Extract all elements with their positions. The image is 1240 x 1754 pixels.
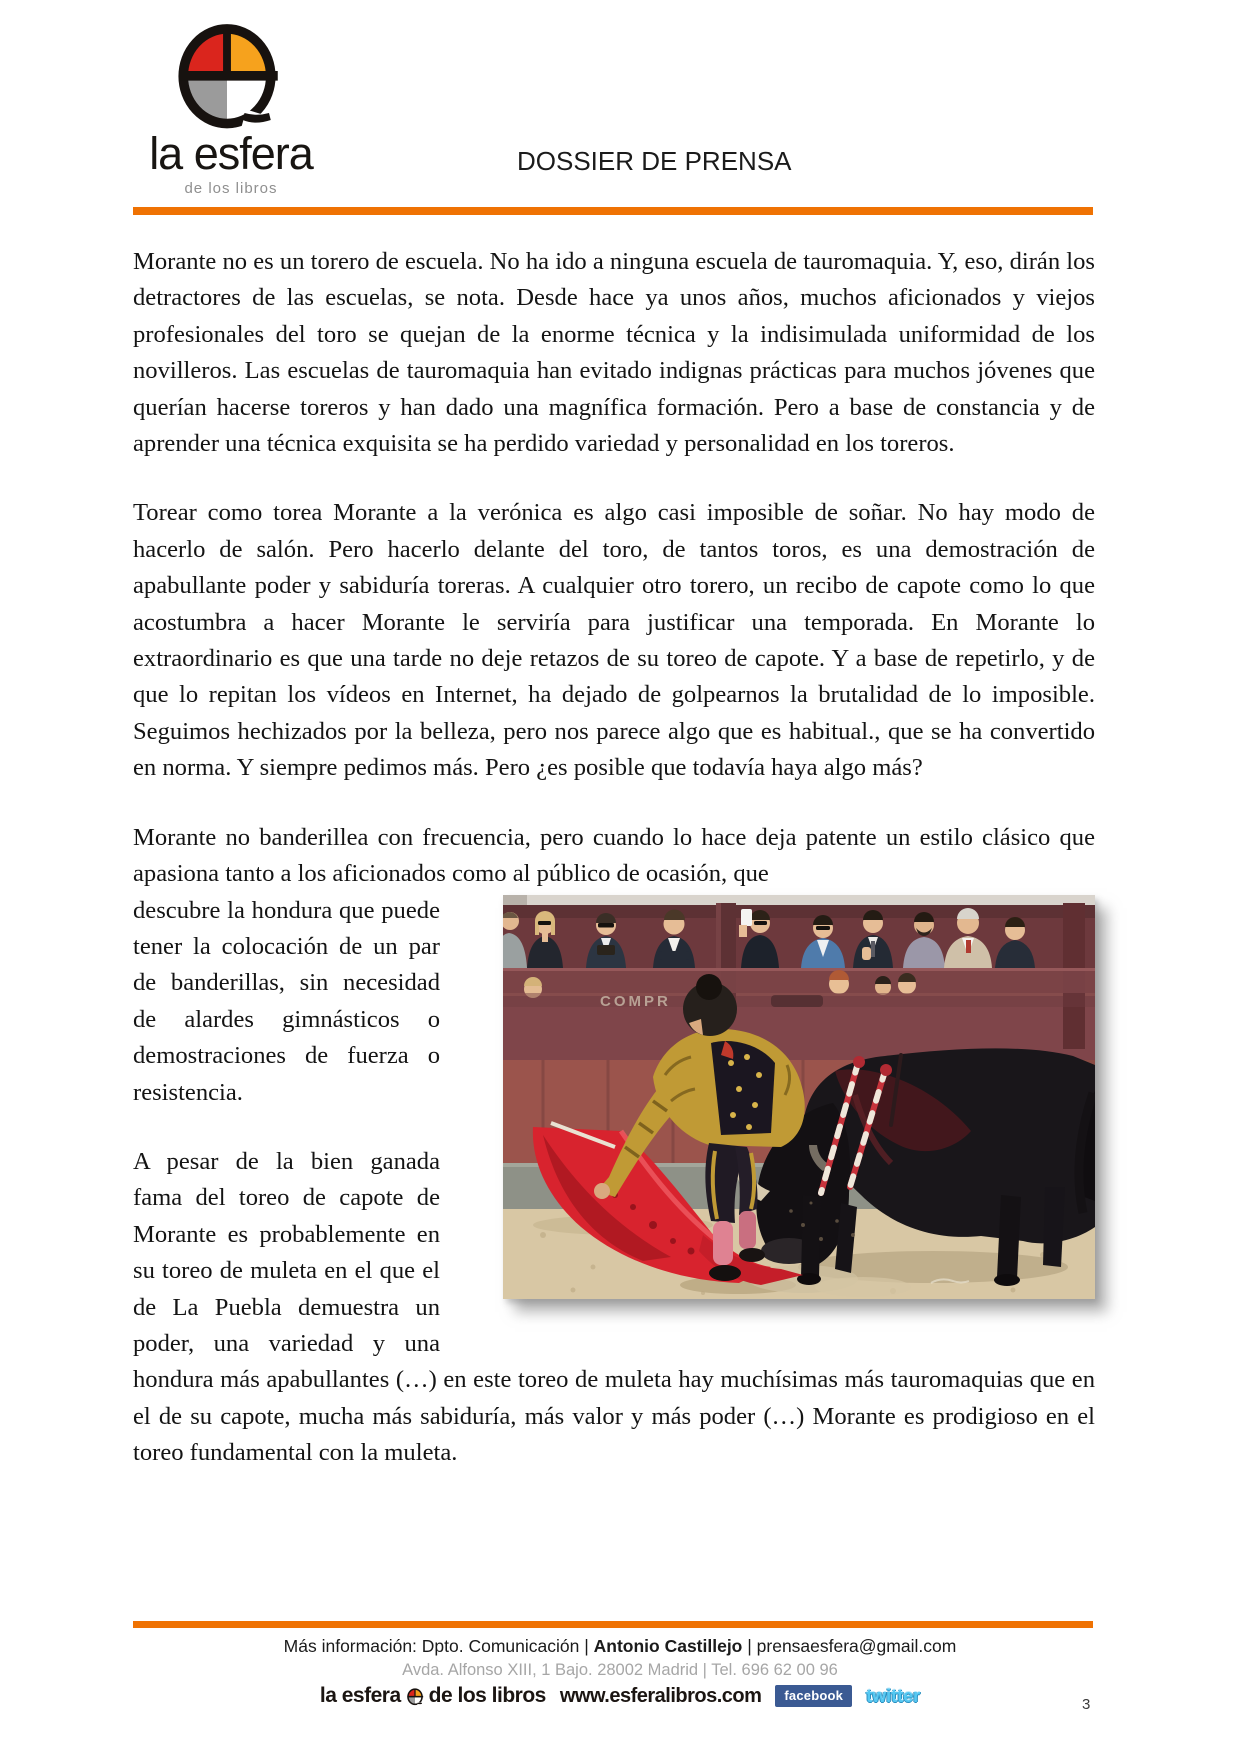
paragraph-3-wrapped: descubre la hondura que puede tener la colocación de un par de banderillas, sin necesidad de alardes gimnásticos o demostraciones de fuerza o resistencia. [133,896,440,1106]
publisher-logo-icon [168,22,286,134]
photo-morante-bull [503,895,1095,1299]
header-divider [133,207,1093,215]
footer-contact-prefix: Más información: Dpto. Comunicación | [283,1636,594,1656]
wrap-region [133,893,1095,1472]
footer-address-line: Avda. Alfonso XIII, 1 Bajo. 28002 Madrid | Tel. 696 62 00 96 [402,1661,838,1679]
paragraph-4: A pesar de la bien ganada fama del toreo de capote de Morante es probablemente en su toreo de muleta en el que el de La Puebla demuestra un poder, una variedad y una hondura más apabullantes (…) en este toreo de muleta hay muchísimas más tauromaquias que en el de su capote, mucha más sabiduría, más valor y más poder (…) Morante es prodigioso en el toreo fundamental con la muleta. [133,1147,1095,1467]
footer-brand-wordmark [320,1684,546,1708]
footer-brand-right: de los libros [428,1684,546,1707]
twitter-badge[interactable]: twitter [866,1685,921,1706]
barrier-ad-text: COMPR [600,992,671,1010]
footer-contact-line [0,1636,1240,1657]
footer-brand-left: la esfera [319,1684,401,1707]
footer-contact-email: | prensaesfera@gmail.com [742,1636,957,1656]
page-number: 3 [1082,1696,1091,1713]
facebook-badge[interactable]: facebook [775,1685,852,1707]
footer-publisher-logo-icon [406,1688,424,1706]
article-body [133,244,1095,1472]
footer-brand-line [0,1684,1240,1708]
footer-contact-name: Antonio Castillejo [593,1636,743,1656]
paragraph-3-intro: Morante no banderillea con frecuencia, pero cuando lo hace deja patente un estilo clásico que apasiona tanto a los aficionados como al público de ocasión, que [133,823,1095,888]
bullfight-photo-illustration [503,895,1095,1299]
page-title: DOSSIER DE PRENSA [517,146,792,176]
publisher-logo-wordmark: la esfera [149,128,313,179]
publisher-logo-subtitle: de los libros [184,180,278,197]
footer-divider [133,1621,1093,1628]
paragraph-2: Torear como torea Morante a la verónica es algo casi imposible de soñar. No hay modo de hacerlo de salón. Pero hacerlo delante del toro, de tantos toros, es una demostración de apabullante poder y sabiduría toreras. A cualquier otro torero, un recibo de capote como lo que acostumbra a hacer Morante le serviría para justificar una temporada. En Morante lo extraordinario es que una tarde no deje retazos de su toreo de capote. Y a base de repetirlo, y de que lo repitan los vídeos en Internet, ha dejado de golpearnos la brutalidad de lo imposible. Seguimos hechizados por la belleza, pero nos parece algo que es habitual., que se ha convertido en norma. Y siempre pedimos más. Pero ¿es posible que todavía haya algo más? [133,499,1095,782]
footer-website: www.esferalibros.com [559,1684,762,1707]
paragraph-1: Morante no es un torero de escuela. No ha ido a ninguna escuela de tauromaquia. Y, eso, dirán los detractores de las escuelas, se nota. Desde hace ya unos años, muchos aficionados y viejos profesionales del toro se quejan de la enorme técnica y la indisimulada uniformidad de los novilleros. Las escuelas de tauromaquia han evitado indignas prácticas para muchos jóvenes que querían hacerse toreros y han dado una magnífica formación. Pero a base de constancia y de aprender una técnica exquisita se ha perdido variedad y personalidad en los toreros. [133,248,1095,458]
